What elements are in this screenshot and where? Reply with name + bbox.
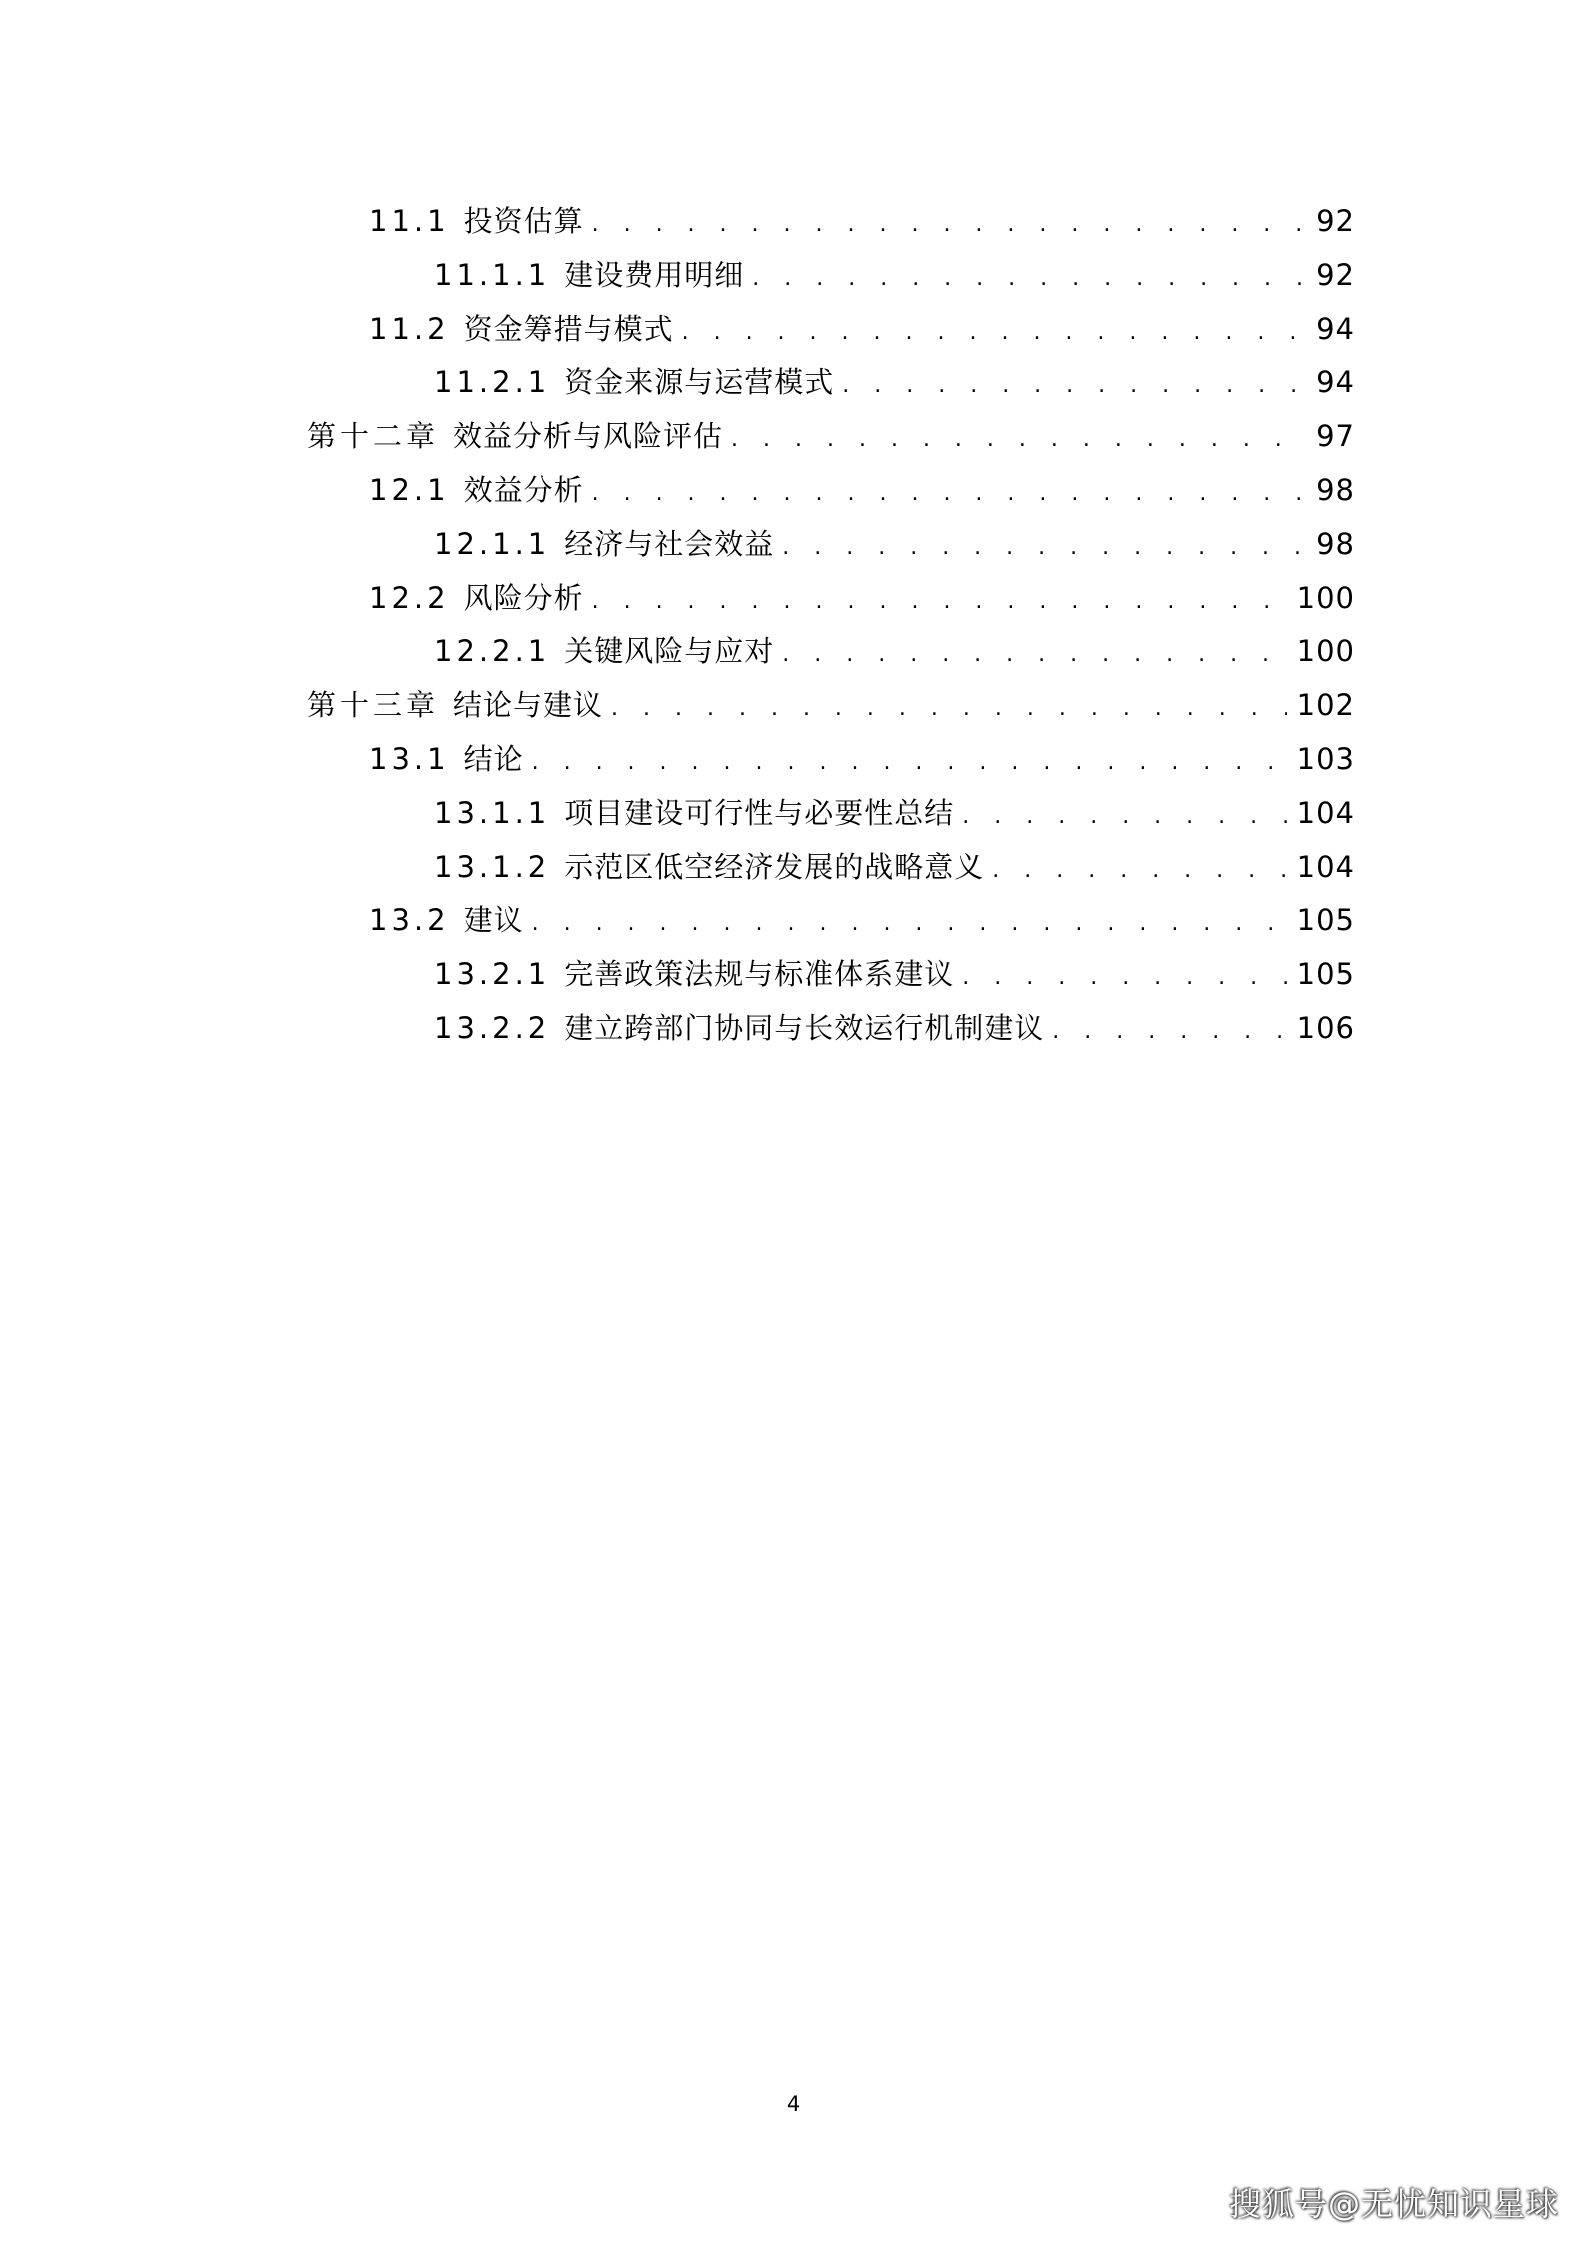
toc-entry[interactable] — [434, 524, 1355, 564]
toc-entry-number: 13.1.2 — [434, 850, 551, 884]
toc-entry-title: 结论与建议 — [453, 688, 604, 722]
toc-entry[interactable] — [434, 954, 1355, 994]
toc-entry-title: 风险分析 — [463, 581, 584, 615]
toc-entry-page: 98 — [1316, 527, 1355, 561]
toc-dot-leader — [592, 205, 1307, 245]
toc-entry-title: 结论 — [463, 742, 524, 776]
toc-entry-page: 103 — [1296, 742, 1355, 776]
toc-dot-leader — [782, 635, 1286, 675]
toc-entry-page: 106 — [1296, 1011, 1355, 1045]
toc-dot-leader — [1052, 1012, 1286, 1052]
toc-entry[interactable] — [307, 416, 1355, 456]
toc-entry-number: 第十二章 — [307, 419, 440, 453]
toc-entry-number: 13.2.1 — [434, 957, 551, 991]
toc-dot-leader — [592, 474, 1307, 514]
toc-entry-number: 11.2.1 — [434, 365, 551, 399]
toc-entry[interactable] — [369, 739, 1355, 779]
toc-entry[interactable] — [369, 900, 1355, 940]
toc-entry-page: 104 — [1296, 850, 1355, 884]
toc-entry-page: 94 — [1316, 312, 1355, 346]
toc-entry-page: 92 — [1316, 204, 1355, 238]
toc-dot-leader — [752, 259, 1306, 299]
toc-entry-page: 98 — [1316, 473, 1355, 507]
toc-entry-title: 资金来源与运营模式 — [564, 365, 835, 399]
toc-entry-title: 资金筹措与模式 — [463, 312, 674, 346]
toc-dot-leader — [682, 313, 1307, 353]
toc-dot-leader — [592, 582, 1287, 622]
toc-entry-number: 12.1.1 — [434, 527, 551, 561]
toc-dot-leader — [842, 366, 1306, 406]
watermark: 搜狐号@无忧知识星球 — [1228, 2185, 1559, 2223]
toc-entry-number: 12.2 — [369, 581, 450, 615]
toc-entry-title: 关键风险与应对 — [564, 634, 775, 668]
toc-entry-page: 100 — [1296, 581, 1355, 615]
toc-entry-number: 11.1 — [369, 204, 450, 238]
toc-entry-title: 完善政策法规与标准体系建议 — [564, 957, 955, 991]
toc-entry-number: 13.2.2 — [434, 1011, 551, 1045]
toc-dot-leader — [532, 743, 1287, 783]
toc-dot-leader — [611, 689, 1287, 729]
toc-dot-leader — [532, 904, 1287, 944]
toc-entry-page: 104 — [1296, 796, 1355, 830]
toc-entry[interactable] — [434, 847, 1355, 887]
toc-dot-leader — [992, 851, 1286, 891]
toc-entry-number: 13.1 — [369, 742, 450, 776]
toc-entry-number: 12.1 — [369, 473, 450, 507]
toc-entry-number: 13.1.1 — [434, 796, 551, 830]
toc-entry[interactable] — [434, 631, 1355, 671]
toc-entry-page: 105 — [1296, 903, 1355, 937]
toc-dot-leader — [782, 528, 1306, 568]
toc-entry-title: 建立跨部门协同与长效运行机制建议 — [564, 1011, 1045, 1045]
toc-entry-title: 建议 — [463, 903, 524, 937]
toc-entry[interactable] — [434, 1008, 1355, 1048]
toc-entry-title: 投资估算 — [463, 204, 584, 238]
toc-entry-page: 100 — [1296, 634, 1355, 668]
toc-entry-page: 102 — [1296, 688, 1355, 722]
toc-entry[interactable] — [369, 578, 1355, 618]
toc-entry-number: 11.1.1 — [434, 258, 551, 292]
toc-dot-leader — [962, 797, 1286, 837]
toc-entry[interactable] — [434, 255, 1355, 295]
toc-entry[interactable] — [369, 201, 1355, 241]
toc-dot-leader — [731, 420, 1306, 460]
toc-entry-number: 13.2 — [369, 903, 450, 937]
toc-entry[interactable] — [434, 793, 1355, 833]
toc-entry-title: 建设费用明细 — [564, 258, 745, 292]
toc-entry-title: 效益分析与风险评估 — [453, 419, 724, 453]
toc-entry-title: 经济与社会效益 — [564, 527, 775, 561]
toc-entry-title: 示范区低空经济发展的战略意义 — [564, 850, 985, 884]
toc-entry[interactable] — [369, 470, 1355, 510]
page-number: 4 — [786, 2092, 801, 2116]
toc-entry-page: 92 — [1316, 258, 1355, 292]
toc-entry-number: 11.2 — [369, 312, 450, 346]
toc-dot-leader — [962, 958, 1286, 998]
toc-entry[interactable] — [307, 685, 1355, 725]
toc-entry-title: 项目建设可行性与必要性总结 — [564, 796, 955, 830]
toc-entry-number: 12.2.1 — [434, 634, 551, 668]
toc-entry-page: 97 — [1316, 419, 1355, 453]
toc-entry-title: 效益分析 — [463, 473, 584, 507]
toc-entry-page: 105 — [1296, 957, 1355, 991]
toc-entry[interactable] — [434, 362, 1355, 402]
toc-entry-page: 94 — [1316, 365, 1355, 399]
toc-entry-number: 第十三章 — [307, 688, 440, 722]
toc-entry[interactable] — [369, 309, 1355, 349]
